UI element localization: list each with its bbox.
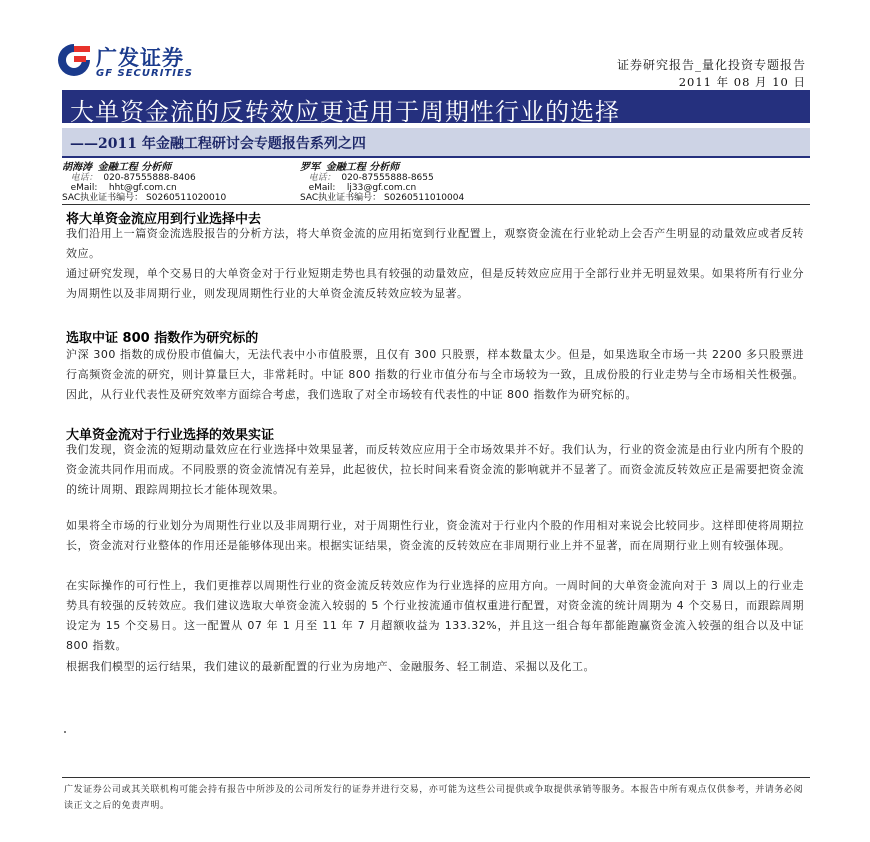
gf-logo-icon xyxy=(56,42,92,78)
sac-label: SAC执业证书编号： xyxy=(62,193,144,203)
body-paragraph: 如果将全市场的行业划分为周期性行业以及非周期行业，对于周期性行业，资金流对于行业内个股的作用相对来说会比较同步。这样即使将周期拉长，资金流对行业整体的作用还是能够体现出来。根据实证结果，资金流的反转效应在非周期行业上并不显著，而在周期行业上则有较强体现。 xyxy=(66,519,804,552)
author-phone: 020-87555888-8406 xyxy=(103,173,196,183)
email-label: eMail: xyxy=(308,183,336,193)
author-name: 胡海涛 xyxy=(62,162,92,173)
footer-divider xyxy=(62,777,810,778)
report-type: 证券研究报告_量化投资专题报告 xyxy=(616,58,806,72)
stray-mark xyxy=(64,731,66,733)
author-sac: S0260511020010 xyxy=(146,193,227,203)
author-block xyxy=(62,163,226,203)
phone-label: 电话： xyxy=(70,173,98,183)
body-paragraph: 根据我们模型的运行结果，我们建议的最新配置的行业为房地产、金融服务、轻工制造、采掘以及化工。 xyxy=(66,660,595,673)
report-subtitle: ——2011 年金融工程研讨会专题报告系列之四 xyxy=(70,136,366,152)
section-heading: 选取中证 800 指数作为研究标的 xyxy=(66,331,259,346)
logo-chinese-text: 广发证券 xyxy=(96,46,184,70)
body-paragraph: 我们沿用上一篇资金流选股报告的分析方法，将大单资金流的应用拓宽到行业配置上，观察资金流在行业轮动上会否产生明显的动量效应或者反转效应。 xyxy=(66,227,804,260)
report-date: 2011 年 08 月 10 日 xyxy=(678,75,806,89)
author-block xyxy=(300,163,464,203)
disclaimer-text: 广发证券公司或其关联机构可能会持有报告中所涉及的公司所发行的证券并进行交易，亦可能为这些公司提供或争取提供承销等服务。本报告中所有观点仅供参考，并请务必阅读正文之后的免责声明。 xyxy=(64,785,804,811)
subtitle-bar xyxy=(62,128,810,158)
author-phone: 020-87555888-8655 xyxy=(341,173,434,183)
author-name: 罗军 xyxy=(300,162,320,173)
author-divider xyxy=(62,204,810,205)
author-role: 金融工程 分析师 xyxy=(97,162,172,173)
email-label: eMail: xyxy=(70,183,98,193)
body-paragraph: 通过研究发现，单个交易日的大单资金对于行业短期走势也具有较强的动量效应，但是反转效应应用于全部行业并无明显效果。如果将所有行业分为周期性以及非周期行业，则发现周期性行业的大单资金流反转效应较为显著。 xyxy=(66,267,804,300)
report-title: 大单资金流的反转效应更适用于周期性行业的选择 xyxy=(70,98,620,126)
author-email[interactable]: hht@gf.com.cn xyxy=(108,183,177,193)
body-paragraph: 沪深 300 指数的成份股市值偏大，无法代表中小市值股票，且仅有 300 只股票，样本数量太少。但是，如果选取全市场一共 2200 多只股票进行高频资金流的研究，则计算量巨大，非常耗时。中证 800 指数的行业市值分布与全市场较为一致，且成份股的行业走势与全市场相关性极强。因此，从行业代表性及研究效率方面综合考虑，我们选取了对全市场较有代表性的中证 800 指数作为研究标的。 xyxy=(66,348,804,401)
phone-label: 电话： xyxy=(308,173,336,183)
body-paragraph: 我们发现，资金流的短期动量效应在行业选择中效果显著，而反转效应应用于全市场效果并不好。我们认为，行业的资金流是由行业内所有个股的资金流共同作用而成。不同股票的资金流情况有差异，此起彼伏，拉长时间来看资金流的影响就并不显著了。而资金流反转效应正是需要把资金流的统计周期、跟踪周期拉长才能体现效果。 xyxy=(66,443,804,496)
sac-label: SAC执业证书编号： xyxy=(300,193,382,203)
logo-english-text: GF SECURITIES xyxy=(96,68,194,79)
title-bar xyxy=(62,90,810,126)
author-sac: S0260511010004 xyxy=(384,193,465,203)
section-heading: 大单资金流对于行业选择的效果实证 xyxy=(66,428,275,443)
company-logo xyxy=(56,42,231,82)
author-role: 金融工程 分析师 xyxy=(325,162,400,173)
body-paragraph: 在实际操作的可行性上，我们更推荐以周期性行业的资金流反转效应作为行业选择的应用方向。一周时间的大单资金流向对于 3 周以上的行业走势具有较强的反转效应。我们建议选取大单资金流入较弱的 5 个行业按流通市值权重进行配置，对资金流的统计周期为 4 个交易日，而跟踪周期设定为 15 个交易日。这一配置从 07 年 1 月至 11 年 7 月超额收益为 133.32%，并且这一组合每年都能跑赢资金流入较强的组合以及中证 800 指数。 xyxy=(66,579,804,652)
section-heading: 将大单资金流应用到行业选择中去 xyxy=(66,212,262,227)
author-email[interactable]: lj33@gf.com.cn xyxy=(346,183,417,193)
